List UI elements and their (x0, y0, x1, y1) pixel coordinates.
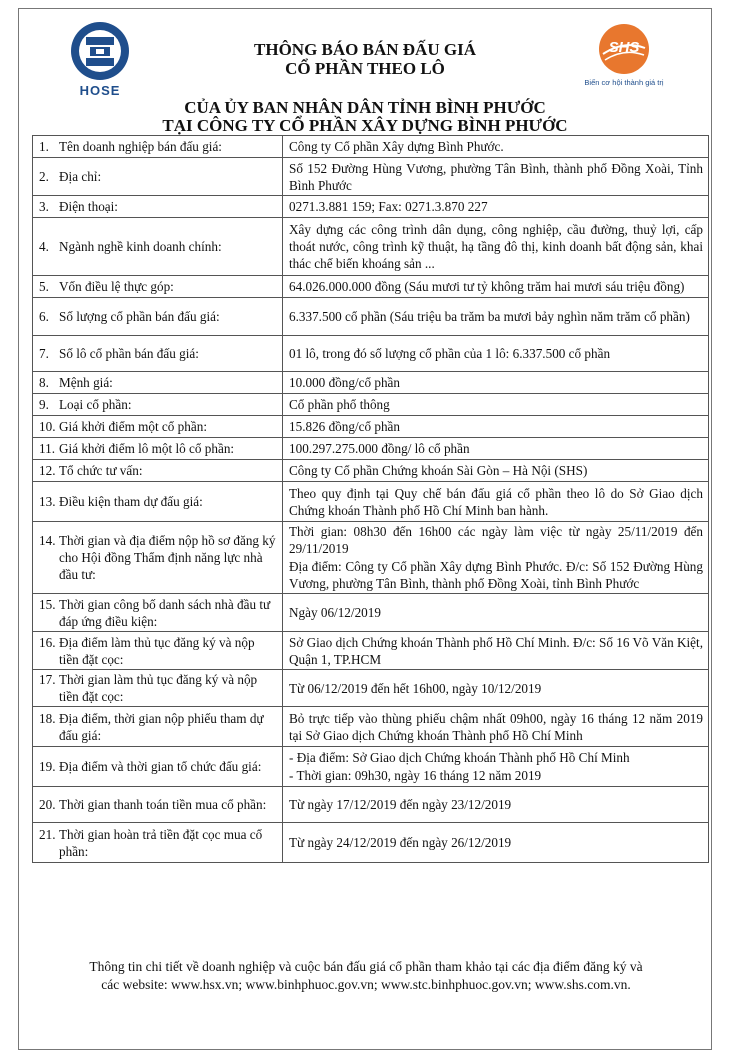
field-number: 3. (39, 199, 49, 214)
shs-tagline: Biến cơ hội thành giá trị (584, 78, 664, 87)
table-row (33, 218, 709, 276)
field-value: Từ ngày 24/12/2019 đến ngày 26/12/2019 (289, 835, 512, 850)
field-label-wrap (39, 826, 277, 860)
field-value: Ngày 06/12/2019 (289, 605, 381, 620)
footer-line2: các website: www.hsx.vn; www.binhphuoc.gov.vn; www.stc.binhphuoc.gov.vn; www.shs.com.vn. (101, 977, 631, 992)
table-row (33, 632, 709, 670)
field-label: Địa chỉ: (59, 169, 102, 184)
field-number: 10. (39, 419, 56, 434)
field-value-cell (283, 158, 709, 196)
table-row (33, 707, 709, 747)
field-value-cell (283, 394, 709, 416)
table-row (33, 460, 709, 482)
field-label-wrap (39, 758, 277, 775)
field-label-cell (33, 747, 283, 787)
field-label-wrap (39, 308, 277, 325)
field-value: Thời gian: 08h30 đến 16h00 các ngày làm việc từ ngày 25/11/2019 đến 29/11/2019 (289, 524, 703, 556)
field-value-cell (283, 747, 709, 787)
page-title-line1: THÔNG BÁO BÁN ĐẤU GIÁ (254, 40, 476, 59)
field-number: 15. (39, 596, 56, 612)
page-subtitle-line2: TẠI CÔNG TY CỔ PHẦN XÂY DỰNG BÌNH PHƯỚC (162, 116, 568, 135)
field-value: Xây dựng các công trình dân dụng, công nghiệp, cầu đường, thuỷ lợi, cấp thoát nước, công trình kỹ thuật, hạ tầng đô thị, kinh doanh bất động sản, khai thác chế biến khoáng sản ... (289, 222, 703, 271)
field-value: Theo quy định tại Quy chế bán đấu giá cổ phần theo lô do Sở Giao dịch Chứng khoán Thành phố Hồ Chí Minh ban hành. (289, 485, 703, 518)
field-label-wrap (39, 418, 277, 435)
field-label-wrap (39, 238, 277, 255)
table-row (33, 136, 709, 158)
field-number: 4. (39, 239, 49, 254)
field-label-cell (33, 482, 283, 522)
field-label-cell (33, 196, 283, 218)
field-value: 01 lô, trong đó số lượng cổ phần của 1 lô: 6.337.500 cổ phần (289, 346, 611, 361)
table-row (33, 158, 709, 196)
field-number: 19. (39, 759, 56, 774)
field-number: 9. (39, 397, 49, 412)
hose-logo-label: HOSE (79, 83, 121, 98)
table-row (33, 482, 709, 522)
field-value: 64.026.000.000 đồng (Sáu mươi tư tỷ không trăm hai mươi sáu triệu đồng) (289, 279, 685, 294)
field-label-wrap (39, 596, 277, 630)
field-value: Cổ phần phổ thông (289, 397, 390, 412)
field-value: Công ty Cổ phần Xây dựng Bình Phước. (289, 139, 504, 154)
field-label-cell (33, 158, 283, 196)
field-label-cell (33, 276, 283, 298)
field-label: Địa điểm, thời gian nộp phiếu tham dự đấu giá: (59, 710, 264, 743)
field-value: - Thời gian: 09h30, ngày 16 tháng 12 năm 2019 (289, 768, 542, 783)
field-number: 6. (39, 309, 49, 324)
field-value: 10.000 đồng/cổ phần (289, 375, 400, 390)
field-value-cell (283, 670, 709, 707)
field-number: 17. (39, 672, 56, 687)
field-number: 20. (39, 797, 56, 812)
field-number: 11. (39, 441, 55, 456)
field-value-cell (283, 372, 709, 394)
footer-note (60, 958, 672, 994)
field-label-wrap (39, 396, 277, 413)
field-label-wrap (39, 634, 277, 668)
field-label-cell (33, 336, 283, 372)
table-row (33, 196, 709, 218)
auction-info-table (32, 135, 709, 863)
field-value-cell (283, 136, 709, 158)
table-row (33, 787, 709, 823)
shs-logo-text: SHS (608, 39, 640, 56)
field-label-cell (33, 670, 283, 707)
field-value-cell (283, 276, 709, 298)
field-value-cell (283, 416, 709, 438)
field-label: Số lượng cổ phần bán đấu giá: (59, 309, 220, 324)
field-value-cell (283, 438, 709, 460)
field-value: Địa điểm: Công ty Cổ phần Xây dựng Bình Phước. Đ/c: Số 152 Đường Hùng Vương, phường Tân Bình, thành phố Đồng Xoài, tỉnh Bình Phước (289, 559, 703, 591)
field-number: 16. (39, 634, 56, 650)
field-value-cell (283, 522, 709, 594)
field-label-cell (33, 218, 283, 276)
field-value: Số 152 Đường Hùng Vương, phường Tân Bình, thành phố Đồng Xoài, Tỉnh Bình Phước (289, 160, 703, 193)
field-value-cell (283, 707, 709, 747)
field-label: Thời gian và địa điểm nộp hồ sơ đăng ký cho Hội đồng Thẩm định năng lực nhà đầu tư: (59, 533, 276, 582)
field-label: Vốn điều lệ thực góp: (59, 279, 174, 294)
field-label-cell (33, 394, 283, 416)
field-value: Công ty Cổ phần Chứng khoán Sài Gòn – Hà Nội (SHS) (289, 463, 588, 478)
field-value-cell (283, 298, 709, 336)
field-number: 7. (39, 346, 49, 361)
field-label: Giá khởi điểm một cổ phần: (59, 419, 207, 434)
field-label: Địa điểm và thời gian tổ chức đấu giá: (59, 759, 262, 774)
field-value-cell (283, 460, 709, 482)
shs-logo-icon (597, 22, 651, 76)
field-number: 21. (39, 826, 56, 842)
field-value-cell (283, 196, 709, 218)
field-number: 1. (39, 139, 49, 154)
field-value: 15.826 đồng/cổ phần (289, 419, 400, 434)
field-value: 6.337.500 cổ phần (Sáu triệu ba trăm ba mươi bảy nghìn năm trăm cổ phần) (289, 309, 690, 324)
table-row (33, 670, 709, 707)
field-label: Số lô cổ phần bán đấu giá: (59, 346, 199, 361)
field-number: 12. (39, 463, 56, 478)
field-value: - Địa điểm: Sở Giao dịch Chứng khoán Thành phố Hồ Chí Minh (289, 750, 630, 765)
field-label-wrap (39, 374, 277, 391)
field-label: Điều kiện tham dự đấu giá: (59, 494, 203, 509)
table-row (33, 336, 709, 372)
field-label-cell (33, 298, 283, 336)
table-row (33, 594, 709, 632)
field-label-wrap (39, 710, 277, 744)
table-row (33, 747, 709, 787)
field-number: 5. (39, 279, 49, 294)
field-number: 13. (39, 494, 56, 509)
field-label: Thời gian hoàn trả tiền đặt cọc mua cổ phần: (59, 826, 263, 859)
table-row (33, 372, 709, 394)
field-number: 14. (39, 533, 56, 548)
field-value-cell (283, 594, 709, 632)
field-label-wrap (39, 493, 277, 510)
field-label-cell (33, 438, 283, 460)
field-label-cell (33, 707, 283, 747)
field-label-wrap (39, 671, 277, 705)
table-row (33, 522, 709, 594)
field-value: 0271.3.881 159; Fax: 0271.3.870 227 (289, 199, 488, 214)
field-label: Điện thoại: (59, 199, 118, 214)
table-row (33, 438, 709, 460)
field-label-cell (33, 787, 283, 823)
field-label: Ngành nghề kinh doanh chính: (59, 239, 222, 254)
footer-line1: Thông tin chi tiết về doanh nghiệp và cuộc bán đấu giá cổ phần tham khảo tại các địa điểm đăng ký và (89, 959, 643, 974)
field-label-cell (33, 522, 283, 594)
field-value: Từ ngày 17/12/2019 đến ngày 23/12/2019 (289, 797, 512, 812)
field-label-wrap (39, 198, 277, 215)
auction-info-table-body (33, 136, 709, 863)
table-row (33, 276, 709, 298)
shs-logo (580, 22, 668, 87)
field-label: Thời gian thanh toán tiền mua cổ phần: (59, 797, 267, 812)
field-value-cell (283, 336, 709, 372)
field-value: Sở Giao dịch Chứng khoán Thành phố Hồ Chí Minh. Đ/c: Số 16 Võ Văn Kiệt, Quận 1, TP.HCM (289, 634, 703, 667)
field-label-wrap (39, 532, 277, 583)
field-value: Bỏ trực tiếp vào thùng phiếu chậm nhất 09h00, ngày 16 tháng 12 năm 2019 tại Sở Giao dịch Chứng khoán Thành phố Hồ Chí Minh (289, 710, 703, 743)
field-label-cell (33, 594, 283, 632)
table-row (33, 416, 709, 438)
field-label-cell (33, 460, 283, 482)
field-label-cell (33, 416, 283, 438)
field-label-wrap (39, 278, 277, 295)
field-label: Tổ chức tư vấn: (59, 463, 143, 478)
field-value-cell (283, 787, 709, 823)
field-label: Địa điểm làm thủ tục đăng ký và nộp tiền đặt cọc: (59, 634, 255, 667)
table-row (33, 298, 709, 336)
field-value-cell (283, 823, 709, 863)
field-label-cell (33, 372, 283, 394)
field-label-wrap (39, 796, 277, 813)
table-row (33, 394, 709, 416)
field-label-wrap (39, 462, 277, 479)
field-label-wrap (39, 168, 277, 185)
field-value: 100.297.275.000 đồng/ lô cổ phần (289, 441, 470, 456)
field-label-cell (33, 823, 283, 863)
hose-logo-icon (69, 20, 131, 82)
field-label-wrap (39, 345, 277, 362)
field-number: 8. (39, 375, 49, 390)
field-number: 18. (39, 710, 56, 726)
field-label: Thời gian công bố danh sách nhà đầu tư đáp ứng điều kiện: (59, 596, 271, 629)
page-subtitle-line1: CỦA ỦY BAN NHÂN DÂN TỈNH BÌNH PHƯỚC (184, 98, 546, 117)
field-value-cell (283, 482, 709, 522)
field-label-wrap (39, 138, 277, 155)
field-value-cell (283, 218, 709, 276)
field-label-cell (33, 632, 283, 670)
field-label: Thời gian làm thủ tục đăng ký và nộp tiền đặt cọc: (59, 672, 258, 704)
field-label: Loại cổ phần: (59, 397, 132, 412)
table-row (33, 823, 709, 863)
field-label: Mệnh giá: (59, 375, 113, 390)
field-label-cell (33, 136, 283, 158)
field-value: Từ 06/12/2019 đến hết 16h00, ngày 10/12/2019 (289, 680, 542, 696)
hose-logo (62, 20, 138, 98)
field-label-wrap (39, 440, 277, 457)
field-number: 2. (39, 169, 49, 184)
field-value-cell (283, 632, 709, 670)
field-label: Tên doanh nghiệp bán đấu giá: (59, 139, 222, 154)
page-title-line2: CỔ PHẦN THEO LÔ (285, 59, 445, 78)
field-label: Giá khởi điểm lô một lô cổ phần: (59, 441, 235, 456)
